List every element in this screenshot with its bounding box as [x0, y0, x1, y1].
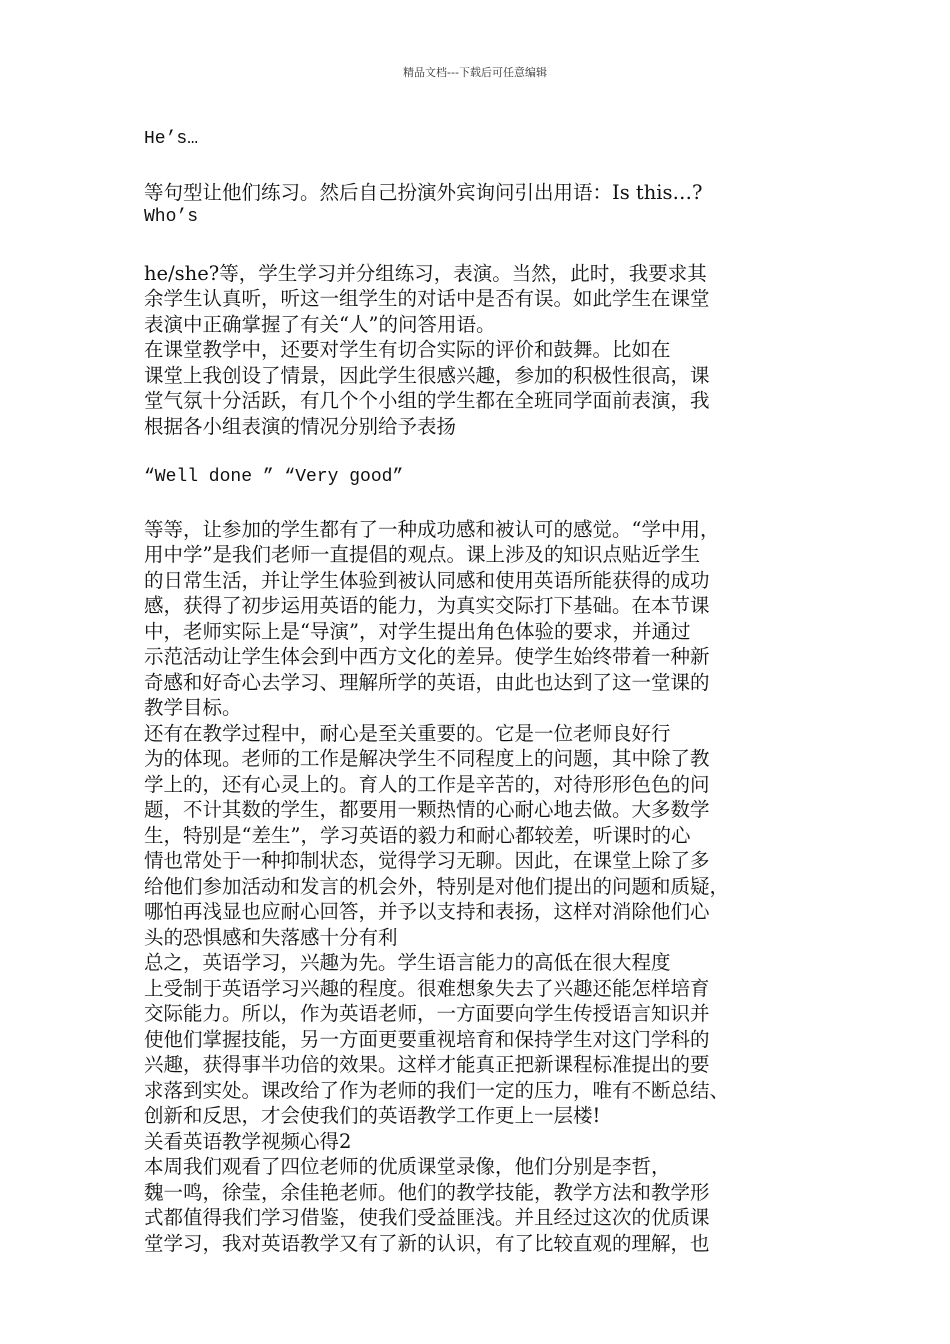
text-line: 兴趣，获得事半功倍的效果。这样才能真正把新课程标准提出的要 [144, 1053, 710, 1076]
text-line: 中，老师实际上是“导演”，对学生提出角色体验的要求，并通过 [144, 619, 691, 643]
text-line: “Well done ” “Very good” [144, 467, 404, 487]
text-line: 课堂上我创设了情景，因此学生很感兴趣，参加的积极性很高，课 [144, 363, 710, 387]
text-line: he/she?等，学生学习并分组练习，表演。当然，此时，我要求其 [144, 261, 707, 285]
text-line: 用中学”是我们老师一直提倡的观点。课上涉及的知识点贴近学生 [144, 543, 700, 566]
text-line: 本周我们观看了四位老师的优质课堂录像，他们分别是李哲， [144, 1155, 671, 1178]
text-line: 头的恐惧感和失落感十分有利 [144, 925, 398, 949]
text-line: 等等，让参加的学生都有了一种成功感和被认可的感觉。“学中用， [144, 517, 720, 541]
text-line: 示范活动让学生体会到中西方文化的差异。使学生始终带着一种新 [144, 645, 710, 668]
text-line: 堂学习，我对英语教学又有了新的认识，有了比较直观的理解，也 [144, 1231, 710, 1255]
text-line: 还有在教学过程中，耐心是至关重要的。它是一位老师良好行 [144, 721, 671, 745]
text-line: 感，获得了初步运用英语的能力，为真实交际打下基础。在本节课 [144, 594, 710, 617]
text-line: 根据各小组表演的情况分别给予表扬 [144, 414, 457, 438]
text-line: 堂气氛十分活跃，有几个个小组的学生都在全班同学面前表演，我 [144, 389, 710, 412]
text-line: 题，不计其数的学生，都要用一颗热情的心耐心地去做。大多数学 [144, 798, 710, 821]
text-line: 总之，英语学习，兴趣为先。学生语言能力的高低在很大程度 [144, 951, 671, 974]
document-body [144, 127, 810, 1256]
text-line: 等句型让他们练习。然后自己扮演外宾询问引出用语：Is this…? [144, 180, 703, 204]
text-line: 学上的，还有心灵上的。育人的工作是辛苦的，对待形形色色的问 [144, 772, 710, 796]
text-line: 的日常生活，并让学生体验到被认同感和使用英语所能获得的成功 [144, 568, 710, 592]
text-line: 式都值得我们学习借鉴，使我们受益匪浅。并且经过这次的优质课 [144, 1206, 710, 1229]
text-line: 为的体现。老师的工作是解决学生不同程度上的问题，其中除了教 [144, 747, 710, 770]
text-line: 创新和反思，才会使我们的英语教学工作更上一层楼! [144, 1104, 601, 1127]
text-line: 在课堂教学中，还要对学生有切合实际的评价和鼓舞。比如在 [144, 338, 671, 361]
text-line: 生，特别是“差生”，学习英语的毅力和耐心都较差，听课时的心 [144, 823, 691, 847]
text-line: 上受制于英语学习兴趣的程度。很难想象失去了兴趣还能怎样培育 [144, 976, 710, 1000]
text-line: 表演中正确掌握了有关“人”的问答用语。 [144, 312, 496, 336]
text-line: He’s… [144, 129, 199, 149]
text-line: 使他们掌握技能，另一方面更要重视培育和保持学生对这门学科的 [144, 1027, 710, 1051]
section-heading: 关看英语教学视频心得2 [144, 1129, 352, 1153]
text-line: 情也常处于一种抑制状态，觉得学习无聊。因此，在课堂上除了多 [144, 849, 710, 872]
text-line: 教学目标。 [144, 696, 242, 719]
page-header: 精品文档---下载后可任意编辑 [403, 66, 547, 79]
text-line: 奇感和好奇心去学习、理解所学的英语，由此也达到了这一堂课的 [144, 670, 710, 694]
text-line: 交际能力。所以，作为英语老师，一方面要向学生传授语言知识并 [144, 1002, 710, 1025]
text-line: 给他们参加活动和发言的机会外，特别是对他们提出的问题和质疑， [144, 874, 730, 898]
text-line: 余学生认真听，听这一组学生的对话中是否有误。如此学生在课堂 [144, 287, 710, 310]
text-line: 哪怕再浅显也应耐心回答，并予以支持和表扬，这样对消除他们心 [144, 900, 710, 923]
text-line: 求落到实处。课改给了作为老师的我们一定的压力，唯有不断总结、 [144, 1078, 730, 1102]
text-line: Who’s [144, 207, 199, 227]
text-line: 魏一鸣，徐莹，余佳艳老师。他们的教学技能，教学方法和教学形 [144, 1180, 710, 1204]
